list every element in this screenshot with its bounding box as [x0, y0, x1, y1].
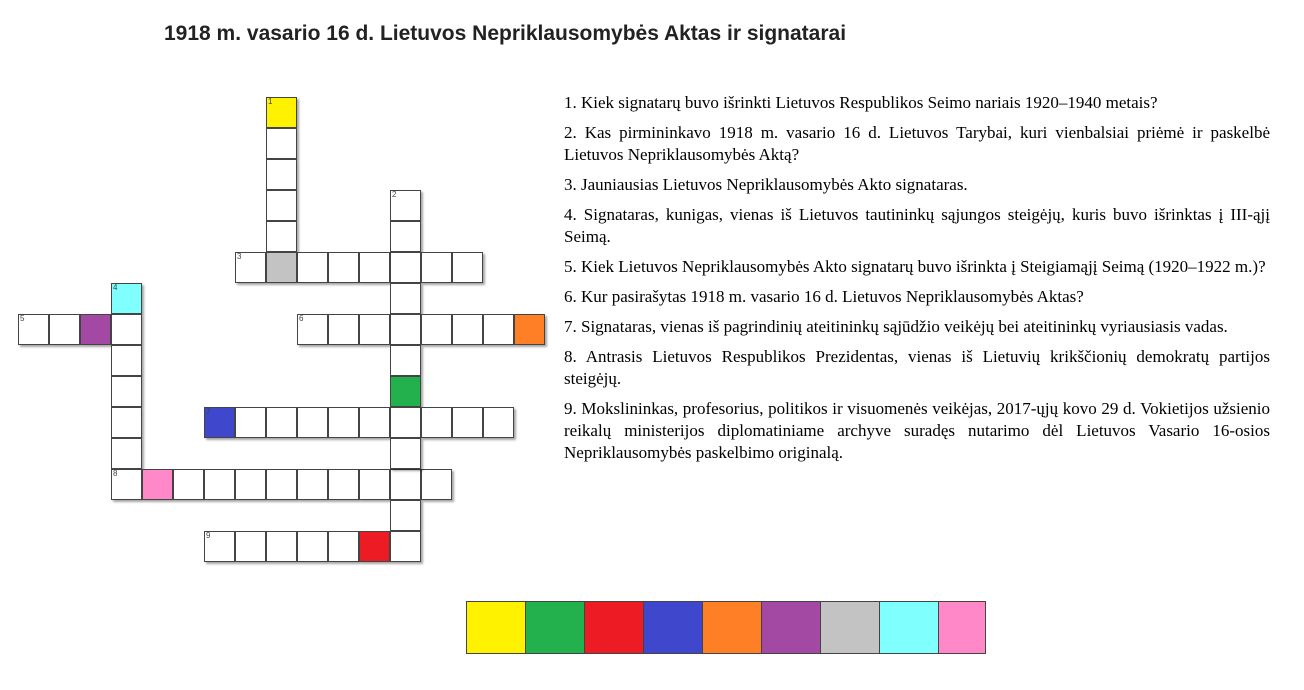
color-swatch: [762, 602, 821, 653]
crossword-cell[interactable]: [390, 283, 421, 314]
crossword-cell[interactable]: [421, 407, 452, 438]
crossword-cell[interactable]: [359, 531, 390, 562]
crossword-cell[interactable]: [297, 469, 328, 500]
crossword-cell[interactable]: [390, 314, 421, 345]
crossword-cell[interactable]: [421, 314, 452, 345]
crossword-cell[interactable]: [390, 376, 421, 407]
clue-number: 6: [299, 314, 304, 323]
crossword-cell[interactable]: [111, 283, 142, 314]
clue-7: 7. Signataras, vienas iš pagrindinių ateitininkų sąjūdžio veikėjų bei ateitininkų vyriausiasis vadas.: [564, 317, 1228, 336]
crossword-cell[interactable]: [235, 252, 266, 283]
clue-number: 3: [237, 252, 242, 261]
crossword-cell[interactable]: [266, 407, 297, 438]
crossword-cell[interactable]: [235, 407, 266, 438]
crossword-cell[interactable]: [266, 128, 297, 159]
crossword-cell[interactable]: [421, 469, 452, 500]
clue-number: 1: [268, 97, 273, 106]
crossword-cell[interactable]: [390, 438, 421, 469]
crossword-cell[interactable]: [111, 469, 142, 500]
crossword-cell[interactable]: [452, 314, 483, 345]
clue-number: 8: [113, 469, 118, 478]
crossword-cell[interactable]: [111, 407, 142, 438]
crossword-cell[interactable]: [390, 500, 421, 531]
crossword-cell[interactable]: [49, 314, 80, 345]
color-swatch: [644, 602, 703, 653]
crossword-cell[interactable]: [266, 252, 297, 283]
crossword-cell[interactable]: [204, 469, 235, 500]
color-swatch: [939, 602, 985, 653]
clue-number: 4: [113, 283, 118, 292]
crossword-cell[interactable]: [359, 469, 390, 500]
clue-number: 5: [20, 314, 25, 323]
color-swatch: [821, 602, 880, 653]
color-swatch: [880, 602, 939, 653]
crossword-cell[interactable]: [328, 407, 359, 438]
crossword-cell[interactable]: [328, 252, 359, 283]
clue-8: 8. Antrasis Lietuvos Respublikos Prezidentas, vienas iš Lietuvių krikščionių demokratų partijos steigėjų.: [564, 347, 1270, 388]
crossword-cell[interactable]: [266, 531, 297, 562]
crossword-cell[interactable]: [359, 407, 390, 438]
clue-6: 6. Kur pasirašytas 1918 m. vasario 16 d. Lietuvos Nepriklausomybės Aktas?: [564, 287, 1084, 306]
crossword-cell[interactable]: [421, 252, 452, 283]
color-swatch: [703, 602, 762, 653]
crossword-cell[interactable]: [235, 469, 266, 500]
crossword-cell[interactable]: [390, 190, 421, 221]
crossword-grid: [0, 0, 560, 600]
crossword-cell[interactable]: [111, 345, 142, 376]
clue-1: 1. Kiek signatarų buvo išrinkti Lietuvos Respublikos Seimo nariais 1920–1940 metais?: [564, 93, 1158, 112]
color-swatch: [526, 602, 585, 653]
crossword-cell[interactable]: [514, 314, 545, 345]
crossword-cell[interactable]: [452, 407, 483, 438]
page-title: 1918 m. vasario 16 d. Lietuvos Nepriklausomybės Aktas ir signatarai: [164, 22, 847, 45]
color-swatch: [585, 602, 644, 653]
crossword-cell[interactable]: [328, 314, 359, 345]
clue-3: 3. Jauniausias Lietuvos Nepriklausomybės Akto signataras.: [564, 175, 968, 194]
color-swatch: [467, 602, 526, 653]
crossword-cell[interactable]: [266, 190, 297, 221]
crossword-cell[interactable]: [297, 407, 328, 438]
crossword-cell[interactable]: [452, 252, 483, 283]
crossword-cell[interactable]: [297, 531, 328, 562]
crossword-cell[interactable]: [390, 531, 421, 562]
crossword-cell[interactable]: [328, 531, 359, 562]
crossword-cell[interactable]: [297, 252, 328, 283]
clue-number: 9: [206, 531, 211, 540]
clue-9: 9. Mokslininkas, profesorius, politikos ir visuomenės veikėjas, 2017-ųjų kovo 29 d. Vokietijos užsienio reikalų ministerijos diplomatiniame archyve suradęs nutarimo dėl Lietuvos Vasario 16-osios Nepriklausomybės paskelbimo originalą.: [564, 399, 1270, 462]
clue-5: 5. Kiek Lietuvos Nepriklausomybės Akto signatarų buvo išrinkta į Steigiamąjį Seimą (1920–1922 m.)?: [564, 257, 1266, 276]
crossword-cell[interactable]: [359, 314, 390, 345]
crossword-cell[interactable]: [111, 438, 142, 469]
crossword-cell[interactable]: [390, 252, 421, 283]
crossword-cell[interactable]: [204, 407, 235, 438]
crossword-cell[interactable]: [328, 469, 359, 500]
crossword-cell[interactable]: [235, 531, 266, 562]
crossword-cell[interactable]: [390, 221, 421, 252]
crossword-cell[interactable]: [204, 531, 235, 562]
crossword-cell[interactable]: [18, 314, 49, 345]
crossword-cell[interactable]: [111, 314, 142, 345]
clue-number: 7: [206, 407, 211, 416]
clue-number: 2: [392, 190, 397, 199]
crossword-cell[interactable]: [390, 469, 421, 500]
crossword-cell[interactable]: [297, 314, 328, 345]
crossword-cell[interactable]: [111, 376, 142, 407]
crossword-cell[interactable]: [483, 407, 514, 438]
crossword-cell[interactable]: [266, 221, 297, 252]
clue-2: 2. Kas pirmininkavo 1918 m. vasario 16 d. Lietuvos Tarybai, kuri vienbalsiai priėmė ir paskelbė Lietuvos Nepriklausomybės Aktą?: [564, 123, 1270, 164]
color-palette: [466, 601, 986, 654]
crossword-cell[interactable]: [266, 469, 297, 500]
clue-list: [564, 92, 1270, 472]
crossword-cell[interactable]: [390, 345, 421, 376]
clue-4: 4. Signataras, kunigas, vienas iš Lietuvos tautininkų sąjungos steigėjų, kuris buvo išrinktas į III-ąjį Seimą.: [564, 205, 1270, 246]
crossword-cell[interactable]: [266, 97, 297, 128]
crossword-cell[interactable]: [359, 252, 390, 283]
crossword-cell[interactable]: [80, 314, 111, 345]
crossword-cell[interactable]: [142, 469, 173, 500]
crossword-cell[interactable]: [173, 469, 204, 500]
crossword-cell[interactable]: [483, 314, 514, 345]
crossword-cell[interactable]: [266, 159, 297, 190]
crossword-cell[interactable]: [390, 407, 421, 438]
